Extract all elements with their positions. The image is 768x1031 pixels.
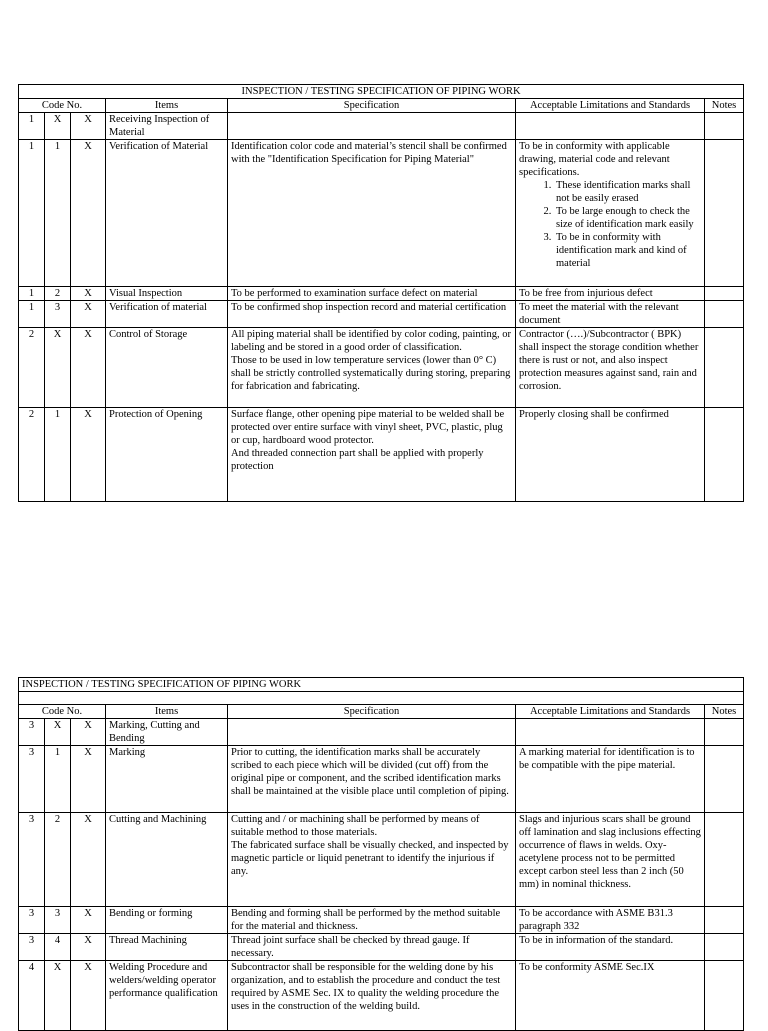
spec-cell: Prior to cutting, the identification marks shall be accurately scribed to each piece which will be divided (cut off) from the original pipe or component, and the scribed identification marks shall be maintained at the visible place until completion of piping.: [228, 746, 516, 813]
code-1: 1: [19, 287, 45, 301]
header-acceptable: Acceptable Limitations and Standards: [516, 99, 705, 113]
notes-cell: [705, 719, 744, 746]
accept-cell: Slags and injurious scars shall be ground off lamination and slag inclusions effecting occurrence of flaws in welds. Oxy-acetylene process not to be permitted except carbon steel less than 2 inch (50 mm) in nominal thickness.: [516, 813, 705, 907]
table-row: [19, 408, 744, 502]
code-3: X: [71, 961, 106, 1031]
code-3: X: [71, 113, 106, 140]
spec-text: Surface flange, other opening pipe material to be welded shall be protected over entire surface with vinyl sheet, PVC, plastic, plug or cup, hardboard wood protector.: [231, 409, 505, 446]
code-2: X: [45, 719, 71, 746]
notes-cell: [705, 287, 744, 301]
code-3: X: [71, 408, 106, 502]
table-row: [19, 140, 744, 287]
list-item: 3. To be in conformity with identification mark and kind of material: [554, 231, 701, 270]
code-1: 3: [19, 907, 45, 934]
spec-cell: [228, 813, 516, 907]
spec-text: Cutting and / or machining shall be performed by means of suitable method to those materials.: [231, 814, 480, 838]
table-row: [19, 934, 744, 961]
item-cell: Cutting and Machining: [106, 813, 228, 907]
spec-cell: Thread joint surface shall be checked by thread gauge. If necessary.: [228, 934, 516, 961]
notes-cell: [705, 961, 744, 1031]
item-cell: Marking, Cutting and Bending: [106, 719, 228, 746]
code-3: X: [71, 140, 106, 287]
notes-cell: [705, 113, 744, 140]
spec-text: Those to be used in low temperature services (lower than 0° C) shall be strictly controlled systematically during storing, preparing for fabrication and fabricating.: [231, 355, 511, 392]
item-cell: Verification of material: [106, 301, 228, 328]
code-3: X: [71, 287, 106, 301]
spec-cell: Identification color code and material’s stencil shall be confirmed with the "Identification Specification for Piping Material": [228, 140, 516, 287]
code-1: 2: [19, 408, 45, 502]
code-2: X: [45, 113, 71, 140]
code-1: 3: [19, 719, 45, 746]
code-3: X: [71, 813, 106, 907]
notes-cell: [705, 746, 744, 813]
code-1: 1: [19, 140, 45, 287]
code-1: 4: [19, 961, 45, 1031]
accept-cell: Contractor (….)/Subcontractor ( BPK) shall inspect the storage condition whether there is rust or not, and also inspect protection measures against sand, rain and corrosion.: [516, 328, 705, 408]
code-2: 2: [45, 813, 71, 907]
code-2: 1: [45, 140, 71, 287]
item-cell: Protection of Opening: [106, 408, 228, 502]
item-cell: Visual Inspection: [106, 287, 228, 301]
notes-cell: [705, 408, 744, 502]
notes-cell: [705, 301, 744, 328]
item-cell: Marking: [106, 746, 228, 813]
accept-cell: To be conformity ASME Sec.IX: [516, 961, 705, 1031]
header-acceptable: Acceptable Limitations and Standards: [516, 705, 705, 719]
notes-cell: [705, 907, 744, 934]
spec-cell: To be performed to examination surface defect on material: [228, 287, 516, 301]
code-3: X: [71, 301, 106, 328]
spec-text: And threaded connection part shall be applied with properly protection: [231, 448, 484, 472]
code-2: 1: [45, 408, 71, 502]
accept-cell: To be free from injurious defect: [516, 287, 705, 301]
spec-cell: Subcontractor shall be responsible for the welding done by his organization, and to establish the procedure and conduct the test required by ASME Sec. IX to quality the welding procedure the uses in the construction of the welding build.: [228, 961, 516, 1031]
list-item: 1. These identification marks shall not be easily erased: [554, 179, 701, 205]
notes-cell: [705, 813, 744, 907]
notes-cell: [705, 328, 744, 408]
table-row: [19, 746, 744, 813]
header-items: Items: [106, 705, 228, 719]
table-row: [19, 113, 744, 140]
accept-text: To be in conformity with applicable drawing, material code and relevant specifications.: [519, 141, 670, 178]
item-cell: Bending or forming: [106, 907, 228, 934]
code-2: X: [45, 328, 71, 408]
item-cell: Welding Procedure and welders/welding operator performance qualification: [106, 961, 228, 1031]
header-notes: Notes: [705, 99, 744, 113]
table-row: [19, 301, 744, 328]
table-row: [19, 907, 744, 934]
code-3: X: [71, 746, 106, 813]
accept-cell: To meet the material with the relevant document: [516, 301, 705, 328]
code-1: 1: [19, 301, 45, 328]
header-specification: Specification: [228, 99, 516, 113]
notes-cell: [705, 140, 744, 287]
spec-cell: Bending and forming shall be performed by the method suitable for the material and thickness.: [228, 907, 516, 934]
code-2: 3: [45, 301, 71, 328]
accept-cell: [516, 140, 705, 287]
table-title: INSPECTION / TESTING SPECIFICATION OF PIPING WORK: [19, 678, 744, 692]
code-1: 3: [19, 813, 45, 907]
table-row: [19, 719, 744, 746]
item-cell: Verification of Material: [106, 140, 228, 287]
code-2: X: [45, 961, 71, 1031]
code-2: 3: [45, 907, 71, 934]
code-1: 2: [19, 328, 45, 408]
accept-cell: [516, 719, 705, 746]
spec-cell: [228, 719, 516, 746]
code-2: 4: [45, 934, 71, 961]
spec-text: All piping material shall be identified by color coding, painting, or labeling and be stored in a good order of classification.: [231, 329, 511, 353]
notes-cell: [705, 934, 744, 961]
code-1: 3: [19, 934, 45, 961]
item-cell: Thread Machining: [106, 934, 228, 961]
code-1: 1: [19, 113, 45, 140]
inspection-spec-table-2: [18, 677, 744, 1031]
identification-list: [519, 179, 701, 270]
accept-cell: A marking material for identification is to be compatible with the pipe material.: [516, 746, 705, 813]
blank-row: [19, 692, 744, 705]
code-3: X: [71, 907, 106, 934]
spec-cell: [228, 408, 516, 502]
accept-cell: [516, 113, 705, 140]
header-notes: Notes: [705, 705, 744, 719]
header-code-no: Code No.: [19, 705, 106, 719]
code-3: X: [71, 719, 106, 746]
table-row: [19, 813, 744, 907]
accept-cell: To be in information of the standard.: [516, 934, 705, 961]
header-specification: Specification: [228, 705, 516, 719]
table-row: [19, 287, 744, 301]
header-code-no: Code No.: [19, 99, 106, 113]
item-cell: Receiving Inspection of Material: [106, 113, 228, 140]
inspection-spec-table-1: [18, 84, 744, 502]
spec-text: The fabricated surface shall be visually checked, and inspected by magnetic particle or liquid penetrant to identify the injurious if any.: [231, 840, 509, 877]
code-2: 1: [45, 746, 71, 813]
table-row: [19, 961, 744, 1031]
accept-cell: Properly closing shall be confirmed: [516, 408, 705, 502]
header-items: Items: [106, 99, 228, 113]
spec-cell: [228, 113, 516, 140]
code-2: 2: [45, 287, 71, 301]
spec-cell: [228, 328, 516, 408]
spec-cell: To be confirmed shop inspection record and material certification: [228, 301, 516, 328]
table-title: INSPECTION / TESTING SPECIFICATION OF PIPING WORK: [19, 85, 744, 99]
code-3: X: [71, 934, 106, 961]
code-1: 3: [19, 746, 45, 813]
list-item: 2. To be large enough to check the size of identification mark easily: [554, 205, 701, 231]
table-row: [19, 328, 744, 408]
code-3: X: [71, 328, 106, 408]
item-cell: Control of Storage: [106, 328, 228, 408]
accept-cell: To be accordance with ASME B31.3 paragraph 332: [516, 907, 705, 934]
